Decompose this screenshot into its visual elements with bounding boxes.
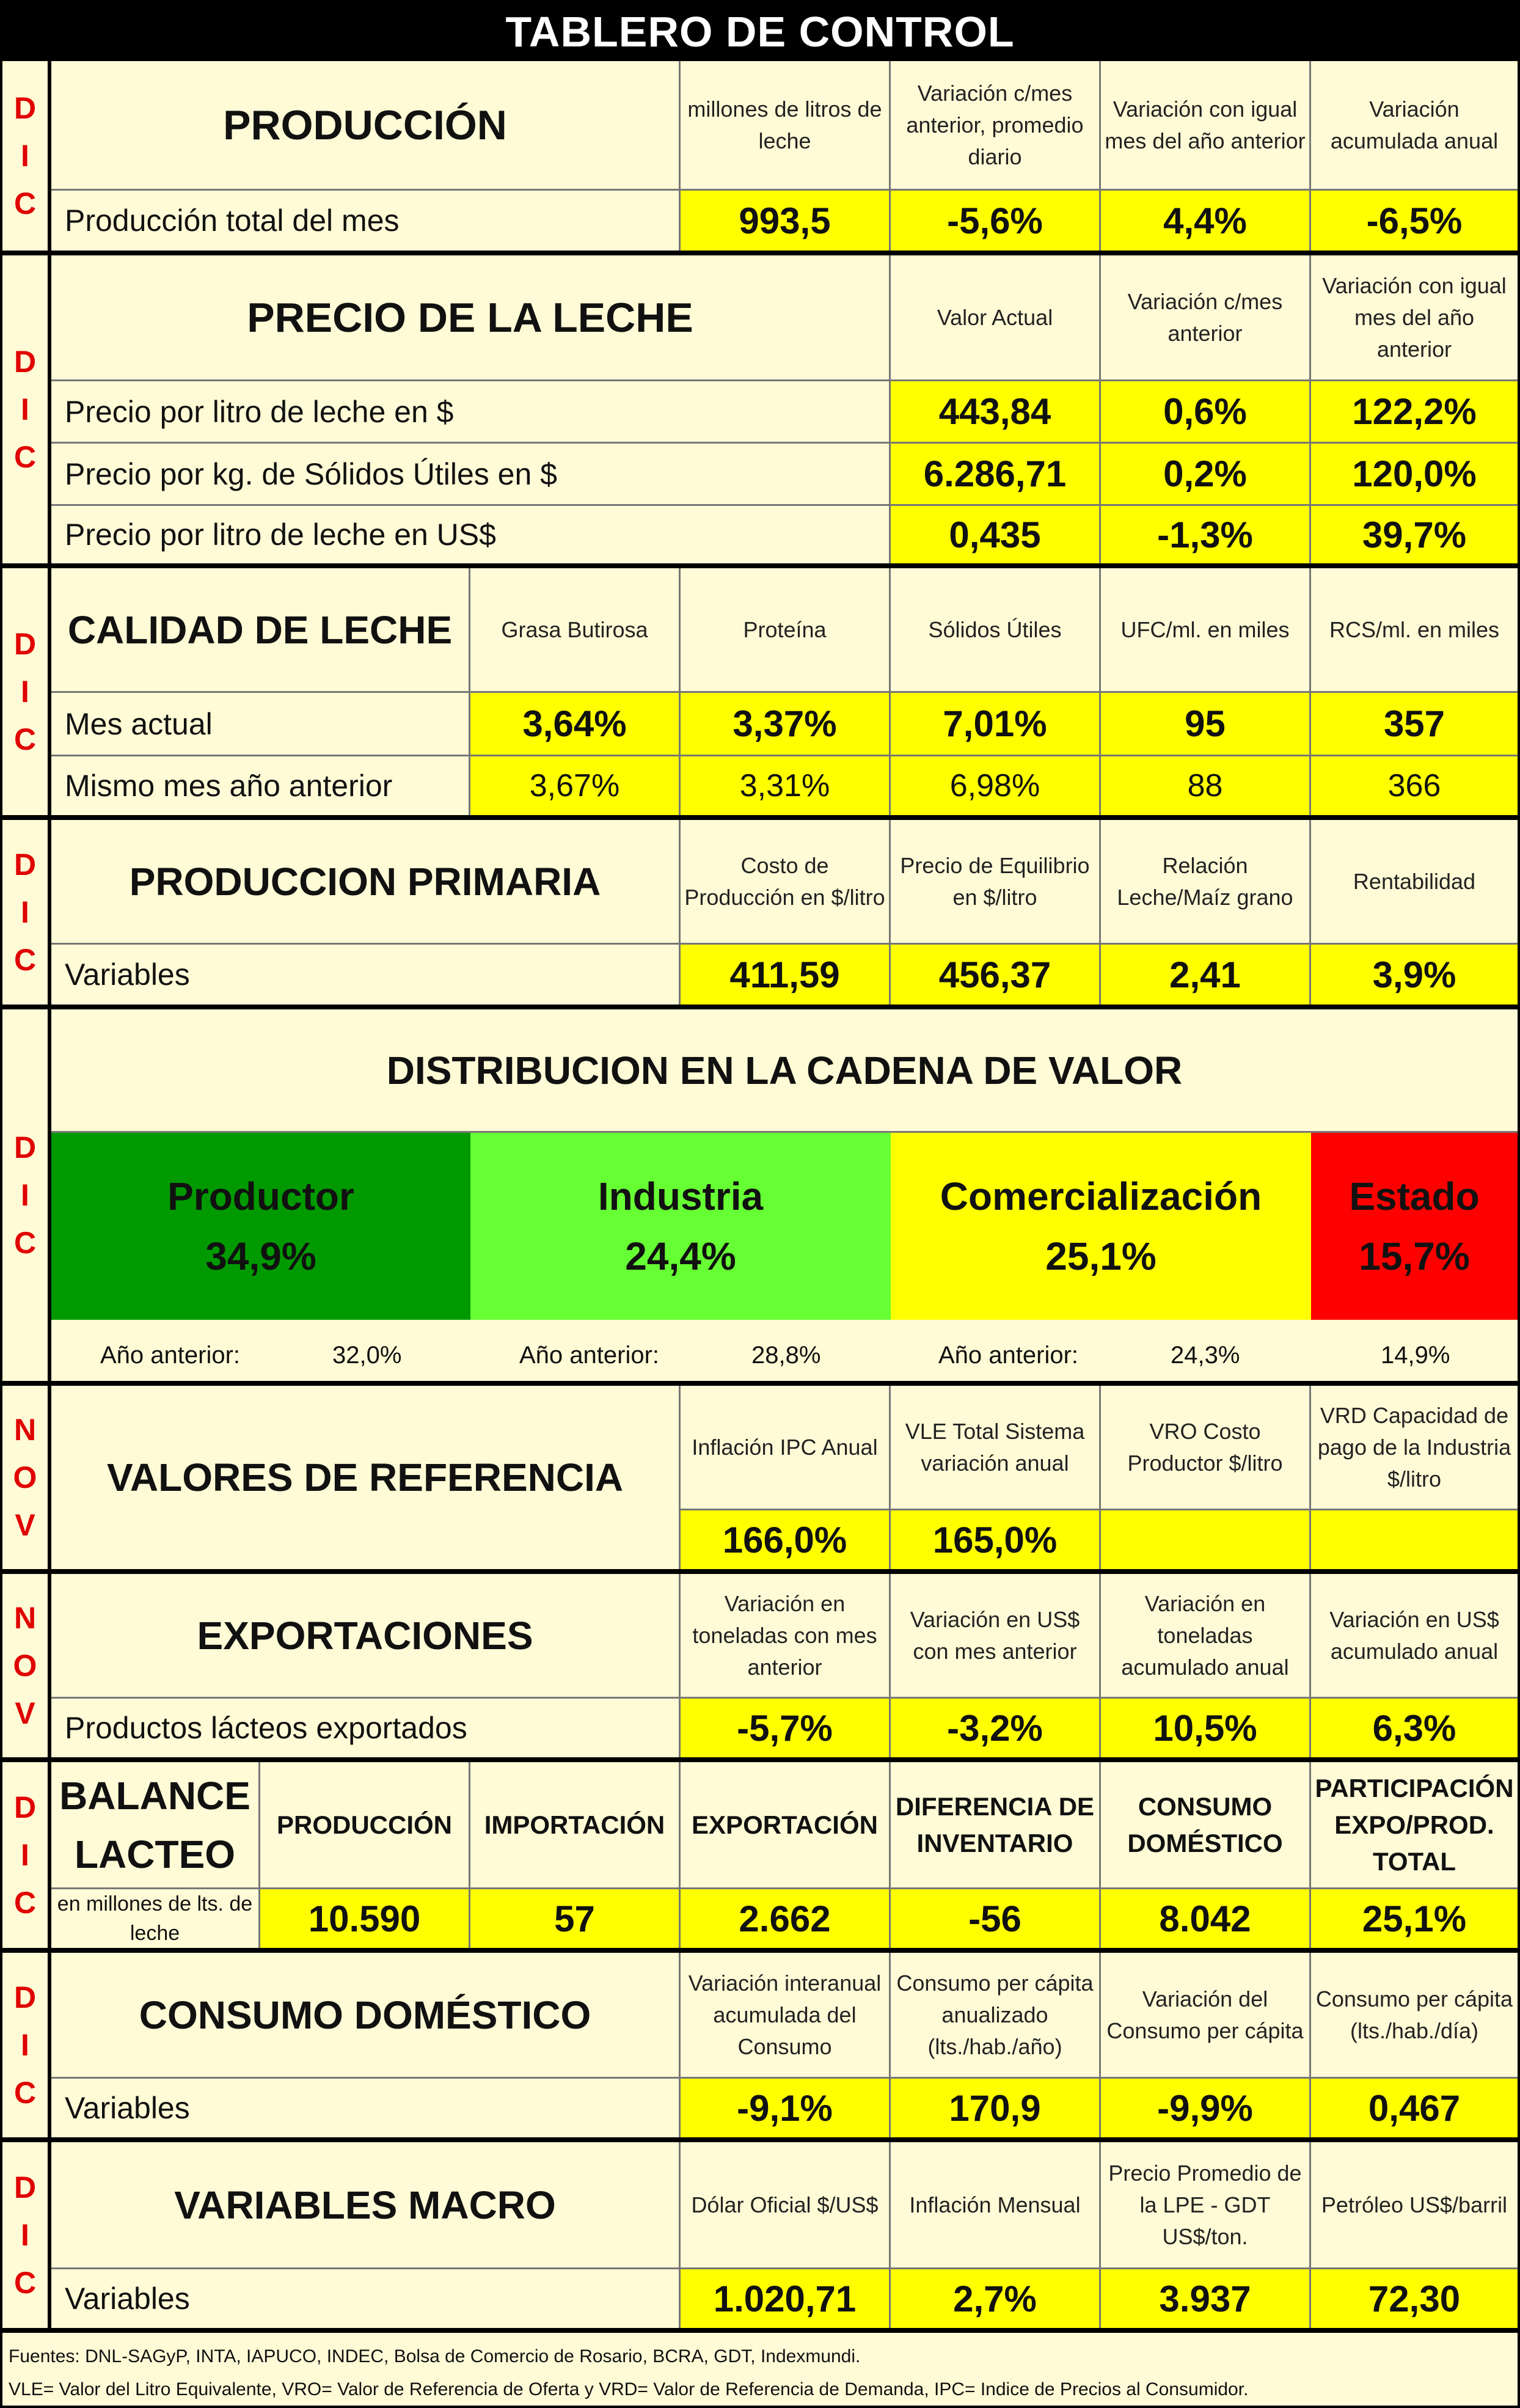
value-cell: 8.042 [1101,1889,1311,1948]
section-heading: PRECIO DE LA LECHE [51,255,891,381]
balance-unit: en millones de lts. de leche [51,1889,260,1948]
row-label: Mismo mes año anterior [51,756,470,815]
value-cell: 411,59 [681,945,891,1005]
row-label: Variables [51,945,681,1005]
dist-value: 34,9% [205,1234,316,1278]
value-cell: 2,7% [891,2269,1101,2328]
value-cell: -1,3% [1101,506,1311,563]
column-header: PRODUCCIÓN [260,1762,470,1889]
value-cell: 57 [470,1889,681,1948]
row-label: Producción total del mes [51,191,681,251]
column-header: EXPORTACIÓN [681,1762,891,1889]
value-cell: 6.286,71 [891,444,1101,506]
column-header: DIFERENCIA DE INVENTARIO [891,1762,1101,1889]
dist-comercializacion [891,1133,1311,1320]
column-header: millones de litros de leche [681,61,891,191]
row-label: Productos lácteos exportados [51,1699,681,1757]
value-cell: 993,5 [681,191,891,251]
column-header: VRD Capacidad de pago de la Industria $/litro [1311,1386,1518,1510]
section-consumo [2,1953,1518,2142]
section-heading: DISTRIBUCION EN LA CADENA DE VALOR [51,1009,1518,1133]
prev-value: 24,3% [1171,1342,1240,1369]
value-cell: 165,0% [891,1510,1101,1569]
value-cell: 120,0% [1311,444,1518,506]
column-header: Proteína [681,568,891,693]
row-label: Precio por kg. de Sólidos Útiles en $ [51,444,891,506]
column-header: Variación del Consumo per cápita [1101,1953,1311,2079]
column-header: Variación interanual acumulada del Consumo [681,1953,891,2079]
section-referencia [2,1386,1518,1574]
value-cell: 0,2% [1101,444,1311,506]
dist-name: Estado [1349,1174,1480,1218]
value-cell: -9,1% [681,2079,891,2137]
section-heading: PRODUCCIÓN [51,61,681,191]
row-label: Precio por litro de leche en US$ [51,506,891,563]
section-heading: CONSUMO DOMÉSTICO [51,1953,681,2079]
column-header: Relación Leche/Maíz grano [1101,820,1311,945]
value-cell: -5,6% [891,191,1101,251]
value-cell: 3,37% [681,693,891,756]
value-cell: 95 [1101,693,1311,756]
dist-name: Productor [167,1174,354,1218]
column-header: Variación con igual mes del año anterior [1101,61,1311,191]
value-cell: 443,84 [891,381,1101,444]
value-cell [1311,1510,1518,1569]
balance-heading [51,1762,260,1889]
column-header: Variación en US$ acumulado anual [1311,1574,1518,1699]
column-header: VLE Total Sistema variación anual [891,1386,1101,1510]
value-cell: 166,0% [681,1510,891,1569]
value-cell: 10.590 [260,1889,470,1948]
column-header: Precio de Equilibrio en $/litro [891,820,1101,945]
value-cell: 10,5% [1101,1699,1311,1757]
month-indicator: D I C [2,255,51,563]
section-heading: VALORES DE REFERENCIA [51,1386,681,1569]
column-header: Inflación IPC Anual [681,1386,891,1510]
column-header: Consumo per cápita (lts./hab./día) [1311,1953,1518,2079]
value-cell: 456,37 [891,945,1101,1005]
value-cell: 1.020,71 [681,2269,891,2328]
column-header: Inflación Mensual [891,2142,1101,2269]
month-indicator: D I C [2,568,51,815]
section-primaria [2,820,1518,1009]
footer-sources: Fuentes: DNL-SAGyP, INTA, IAPUCO, INDEC, Bolsa de Comercio de Rosario, BCRA, GDT, Indexmundi. [9,2346,861,2366]
value-cell: -56 [891,1889,1101,1948]
section-distribucion [2,1009,1518,1386]
value-cell: -9,9% [1101,2079,1311,2137]
prev-label: Año anterior: [100,1342,241,1369]
value-cell: 7,01% [891,693,1101,756]
section-macro [2,2142,1518,2333]
value-cell: 0,467 [1311,2079,1518,2137]
page-title: TABLERO DE CONTROL [2,2,1518,61]
value-cell: 39,7% [1311,506,1518,563]
row-label: Precio por litro de leche en $ [51,381,891,444]
section-heading: EXPORTACIONES [51,1574,681,1699]
balance-heading-line: LACTEO [74,1832,236,1876]
column-header: Variación c/mes anterior, promedio diario [891,61,1101,191]
prev-value: 32,0% [332,1342,402,1369]
value-cell: 3,31% [681,756,891,815]
value-cell: -6,5% [1311,191,1518,251]
footer-notes: VLE= Valor del Litro Equivalente, VRO= Valor de Referencia de Oferta y VRD= Valor de Referencia de Demanda, IPC= Indice de Precios al Consumidor. [9,2379,1249,2399]
value-cell: 366 [1311,756,1518,815]
month-indicator: D I C [2,61,51,251]
column-header: Variación en toneladas con mes anterior [681,1574,891,1699]
row-label: Variables [51,2079,681,2137]
value-cell: 0,6% [1101,381,1311,444]
dist-name: Comercialización [940,1174,1262,1218]
value-cell: 3,67% [470,756,681,815]
column-header: Sólidos Útiles [891,568,1101,693]
value-cell: 2,41 [1101,945,1311,1005]
section-heading: VARIABLES MACRO [51,2142,681,2269]
column-header: Variación en toneladas acumulado anual [1101,1574,1311,1699]
dist-estado [1311,1133,1518,1320]
month-indicator: D I C [2,1953,51,2137]
dist-value: 24,4% [625,1234,736,1278]
value-cell: 72,30 [1311,2269,1518,2328]
dist-value: 25,1% [1045,1234,1156,1278]
column-header: UFC/ml. en miles [1101,568,1311,693]
dist-productor [51,1133,470,1320]
prev-label: Año anterior: [519,1342,660,1369]
column-header: Dólar Oficial $/US$ [681,2142,891,2269]
column-header: RCS/ml. en miles [1311,568,1518,693]
section-balance [2,1762,1518,1953]
value-cell: 25,1% [1311,1889,1518,1948]
section-produccion [2,61,1518,255]
month-indicator: D I C [2,820,51,1005]
column-header: Consumo per cápita anualizado (lts./hab./año) [891,1953,1101,2079]
month-indicator: D I C [2,1009,51,1381]
column-header: Variación acumulada anual [1311,61,1518,191]
column-header: Variación con igual mes del año anterior [1311,255,1518,381]
value-cell: 6,98% [891,756,1101,815]
value-cell: -3,2% [891,1699,1101,1757]
value-cell: 170,9 [891,2079,1101,2137]
value-cell: 3,64% [470,693,681,756]
value-cell: 4,4% [1101,191,1311,251]
section-calidad [2,568,1518,820]
prev-label: Año anterior: [938,1342,1079,1369]
column-header: CONSUMO DOMÉSTICO [1101,1762,1311,1889]
dist-name: Industria [597,1174,764,1218]
prev-value: 28,8% [751,1342,821,1369]
value-cell: 3,9% [1311,945,1518,1005]
value-cell: 3.937 [1101,2269,1311,2328]
value-cell: 6,3% [1311,1699,1518,1757]
row-label: Variables [51,2269,681,2328]
month-indicator: D I C [2,2142,51,2328]
section-exportaciones [2,1574,1518,1762]
dist-industria [470,1133,891,1320]
value-cell [1101,1510,1311,1569]
section-heading: CALIDAD DE LECHE [51,568,470,693]
section-heading: PRODUCCION PRIMARIA [51,820,681,945]
section-precio [2,255,1518,568]
column-header: PARTICIPACIÓN EXPO/PROD. TOTAL [1311,1762,1518,1889]
value-cell: 357 [1311,693,1518,756]
column-header: Grasa Butirosa [470,568,681,693]
balance-heading-line: BALANCE [59,1773,250,1818]
row-label: Mes actual [51,693,470,756]
column-header: Valor Actual [891,255,1101,381]
prev-value: 14,9% [1381,1342,1450,1369]
month-indicator: D I C [2,1762,51,1948]
column-header: Variación en US$ con mes anterior [891,1574,1101,1699]
column-header: VRO Costo Productor $/litro [1101,1386,1311,1510]
value-cell: 0,435 [891,506,1101,563]
month-indicator: N O V [2,1574,51,1757]
column-header: Rentabilidad [1311,820,1518,945]
value-cell: 122,2% [1311,381,1518,444]
column-header: Petróleo US$/barril [1311,2142,1518,2269]
column-header: IMPORTACIÓN [470,1762,681,1889]
dist-value: 15,7% [1359,1234,1470,1278]
month-indicator: N O V [2,1386,51,1569]
column-header: Precio Promedio de la LPE - GDT US$/ton. [1101,2142,1311,2269]
column-header: Costo de Producción en $/litro [681,820,891,945]
value-cell: 88 [1101,756,1311,815]
value-cell: 2.662 [681,1889,891,1948]
value-cell: -5,7% [681,1699,891,1757]
column-header: Variación c/mes anterior [1101,255,1311,381]
